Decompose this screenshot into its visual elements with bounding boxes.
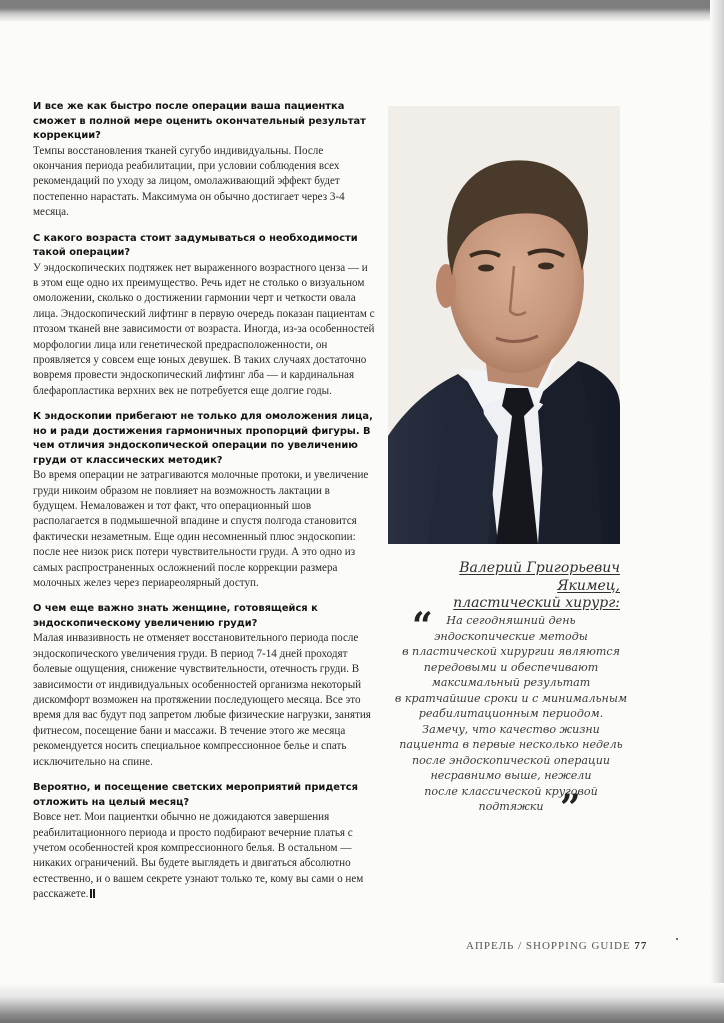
answer [33, 810, 375, 902]
interview-column [33, 100, 375, 914]
answer: Во время операции не затрагиваются молочные протоки, и увеличение груди никоим образом не повлияет на возможность лактации в будущем. Немаловажен и тот факт, что операционный шов располагается в подмышечной впадине и спустя полгода становится фактически незаметным. Еще один несомненный плюс эндоскопии: после нее низок риск потери чувствительности груди. А это одно из самых распространенных осложнений после коррекции размера молочных желез через периареолярный доступ. [33, 469, 369, 590]
footer-text: АПРЕЛЬ / SHOPPING GUIDE [466, 940, 631, 952]
scan-speck [676, 938, 678, 940]
quote-line: Замечу, что качество жизни [422, 722, 600, 736]
pull-quote [393, 605, 629, 815]
quote-line: подтяжки [478, 800, 544, 813]
surgeon-portrait [388, 106, 620, 544]
interview-section [33, 100, 375, 221]
quote-line: пациента в первые несколько недель [399, 738, 623, 751]
end-of-article-mark [90, 889, 92, 898]
eye-left [478, 265, 494, 272]
interview-section [33, 410, 375, 591]
quote-line: в пластической хирургии являются [402, 645, 620, 658]
eye-right [538, 263, 554, 270]
question: О чем еще важно знать женщине, готовящейся к эндоскопическому увеличению груди? [33, 603, 318, 629]
page-number: 77 [634, 940, 648, 952]
scan-edge-top [0, 0, 724, 22]
scan-edge-bottom [0, 983, 724, 1023]
answer: У эндоскопических подтяжек нет выраженного возрастного ценза — и в этом еще одно их преимущество. Речь идет не столько о визуальном омоложении, сколько о достижении гармонии черт и четкости овала лица. Эндоскопический лифтинг в первую очередь показан пациентам с птозом тканей вне зависимости от возраста. Иногда, из-за особенностей морфологии лица или генетической предрасположенности, он проявляется у совсем еще юных девушек. В таких случаях достаточно вовремя провести эндоскопический лифтинг лба — и кардинальная блефаропластика верхних век не потребуется еще долгие годы. [33, 261, 375, 397]
answer-text: Вовсе нет. Мои пациентки обычно не дожидаются завершения реабилитационного периода и просто подбирают вечерние платья с учетом особенностей кроя компрессионного белья. В остальном — никаких ограничений. Вы будете выглядеть и двигаться абсолютно естественно, и о вашем секрете узнают только те, кому вы сами о нем расскажете. [33, 811, 364, 901]
quote-line: в кратчайшие сроки и с минимальным [394, 691, 628, 705]
question: С какого возраста стоит задумываться о необходимости такой операции? [33, 232, 358, 259]
quote-line: передовыми и обеспечивают [423, 660, 599, 674]
surgeon-role: пластический хирург: [453, 595, 620, 611]
surgeon-name: Валерий Григорьевич Якимец, [459, 560, 620, 594]
quote-line: после классической круговой [424, 784, 598, 798]
quote-line: эндоскопические методы [434, 629, 588, 643]
scan-edge-right [710, 0, 724, 1023]
page-footer [466, 940, 647, 952]
quote-line: после эндоскопической операции [411, 753, 611, 767]
quote-line: реабилитационным периодом. [418, 707, 604, 720]
quote-line: максимальный результат [431, 676, 591, 689]
ear-left [436, 264, 456, 308]
question: И все же как быстро после операции ваша пациентка сможет в полной мере оценить окончательный результат коррекции? [33, 101, 366, 141]
close-quote-mark: ” [560, 787, 581, 829]
quote-line: несравнимо выше, нежели [430, 769, 592, 782]
open-quote-mark: “ [412, 605, 433, 647]
answer: Темпы восстановления тканей сугубо индивидуальны. После окончания периода реабилитации, при условии соблюдения всех рекомендаций по уходу за лицом, омолаживающий эффект будет постепенно нарастать. Максимума он обычно достигает через 3-4 месяца. [33, 144, 345, 219]
question: Вероятно, и посещение светских мероприятий придется отложить на целый месяц? [33, 782, 358, 808]
interview-section [33, 781, 375, 902]
interview-section [33, 232, 375, 400]
interview-section [33, 602, 375, 770]
question: К эндоскопии прибегают не только для омоложения лица, но и ради достижения гармоничных пропорций фигуры. В чем отличия эндоскопической операции по увеличению груди от классических методик? [33, 411, 373, 466]
quote-line: На сегодняшний день [446, 614, 576, 627]
answer: Малая инвазивность не отменяет восстановительного периода после эндоскопического увеличения груди. В период 7-14 дней проходят болевые ощущения, снижение чувствительности, отечность груди. В зависимости от индивидуальных особенностей организма некоторый дискомфорт возможен на протяжении последующего месяца. Все это время для вас будут под запретом любые физические нагрузки, занятия фитнесом, посещение бани и массажи. В течение этого же месяца рекомендуется носить специальное компрессионное белье и спать исключительно на спине. [33, 632, 371, 768]
